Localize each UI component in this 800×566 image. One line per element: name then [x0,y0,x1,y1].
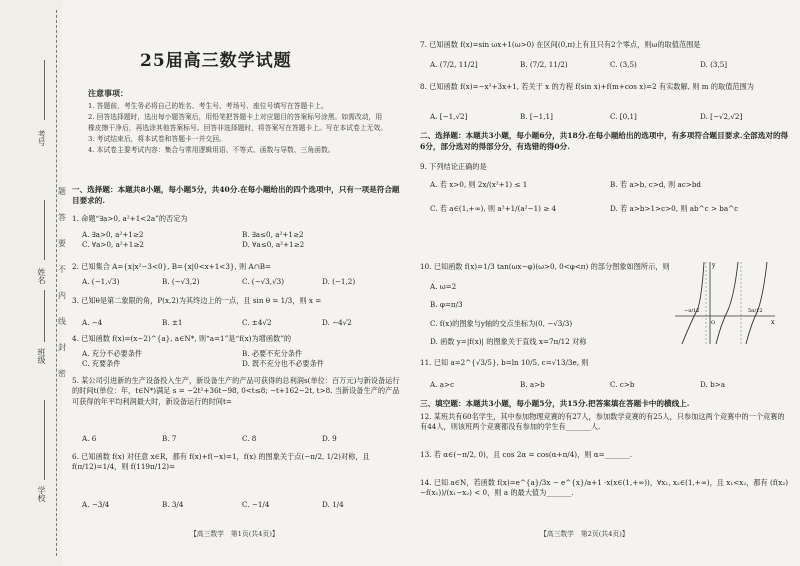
tick-label: 5π/12 [748,308,763,314]
option: C. 充要条件 [82,359,121,369]
option: A. (−1,√3) [82,277,120,286]
section-2-heading: 二、选择题：本题共3小题，每小题6分，共18分.在每小题给出的选项中，有多项符合题目要求.全部选对的得6分，部分选对的得部分分，有选错的得0分. [420,131,789,151]
option: B. 必要不充分条件 [242,349,303,358]
note-item: 3. 考试结束后，将本试卷和答题卡一并交回。 [88,134,226,143]
question-10: 10. 已知函数 f(x)=1/3 tan(ωx−φ)(ω>0, 0<φ<π) 的部分图象如图所示，则 [420,262,670,271]
seal-line [56,10,57,556]
question-5: 5. 某公司引进新的生产设备投入生产，新设备生产的产品可获得的总利润s(单位：百万元)与新设备运行的时间t(单位：年，t∈N*)满足 s = −2t²+36t−98, 0<t≤8; −t+162−2t, t>8. 当新设备生产的产品可获得的年平均利润最大时，新设备运行的时间t= [72,376,400,406]
school-field[interactable] [44,400,45,480]
option: A. ω=2 [430,282,457,291]
option: B. a>b [520,380,545,389]
seal-char: 答 [58,213,66,222]
note-item: 2. 回答选择题时，选出每小题答案后，用铅笔把答题卡上对应题目的答案标号涂黑。如需改动，用橡皮擦干净后，再选涂其他答案标号。回答非选择题时，将答案写在答题卡上。写在本试卷上无效。 [88,112,388,132]
question-11: 11. 已知 a=2^{√3/5}, b=ln 10/5, c=√13/3e, 则 [420,358,589,367]
option: B. (7/2, 11/2) [520,60,568,69]
q5-options [82,434,402,444]
q11-options [430,380,790,390]
y-label: y [712,262,716,269]
option: A. 若 x>0, 则 2x/(x²+1) ≤ 1 [430,180,528,189]
q6-options [82,500,402,510]
note-item: 1. 答题前，考生务必将自己的姓名、考生号、考场号、座位号填写在答题卡上。 [88,102,328,110]
option: C. [0,1] [610,112,637,121]
option: A. ∃a>0, a²+1≥2 [82,230,144,239]
binding-margin [0,0,62,566]
option: C. f(x)的图象与y轴的交点坐标为(0, −√3/3) [430,318,573,328]
option: D. b>a [700,380,725,389]
option: A. 6 [82,434,97,443]
option: A. −4 [82,318,103,327]
option: B. ∃a≤0, a²+1≥2 [242,230,304,239]
option: B. φ=π/3 [430,300,463,310]
option: A. 充分不必要条件 [82,349,143,358]
notes-list [88,101,388,155]
option: C. (−√3,√3) [242,277,285,286]
curve-branch [716,262,738,344]
origin-label: O [711,320,716,326]
option: B. ±1 [162,318,183,327]
option: D. 函数 y=|f(x)| 的图象关于直线 x=7π/12 对称 [430,337,587,347]
exam-number-label: 考号 [37,130,46,146]
seal-char: 密 [58,369,66,378]
question-8: 8. 已知函数 f(x)=−x³+3x+1, 若关于 x 的方程 f(sin x)+f(m+cos x)=2 有实数解, 则 m 的取值范围为 [420,82,754,91]
option: C. −1/4 [242,500,270,509]
q1-options [82,230,402,251]
q9-options [430,180,790,215]
question-3: 3. 已知θ是第二象限的角，P(x,2)为其终边上的一点，且 sin θ = 1/3，则 x = [72,296,322,305]
seal-char: 封 [58,343,66,352]
question-7: 7. 已知函数 f(x)=sin ωx+1(ω>0) 在区间(0,π)上有且只有2个零点，则ω的取值范围是 [420,40,701,49]
q8-options [430,112,790,122]
class-field[interactable] [44,290,45,342]
question-9: 9. 下列结论正确的是 [420,162,487,171]
question-2: 2. 已知集合 A={x|x²−3<0}, B={x|0<x+1<3}, 则 A∩B= [72,262,272,271]
exam-number-field[interactable] [44,60,45,120]
page-footer-left: 【高三数学 第1页(共4页)】 [190,530,279,538]
option: D. 既不充分也不必要条件 [242,359,324,369]
option: D. −4√2 [322,318,352,327]
seal-char: 内 [58,291,66,300]
option: A. [−1,√2] [430,112,468,121]
option: B. 3/4 [162,500,184,509]
option: D. 若 a>b>1>c>0, 则 ab^c > ba^c [610,204,739,214]
question-12: 12. 某班共有60名学生，其中参加物理竞赛的有27人，参加数学竞赛的有25人，只参加这两个竞赛中的一个竞赛的有44人，则该班两个竞赛都没有参加的学生有_______人. [420,412,785,432]
seal-char: 不 [58,265,66,274]
q4-options [82,349,402,370]
option: D. 1/4 [322,500,344,509]
seal-char: 要 [58,239,66,248]
q10-options [430,282,670,348]
page-title: 25届高三数学试题 [140,51,292,71]
class-label: 班级 [37,348,46,364]
option: D. 9 [322,434,337,443]
option: C. 若 a∈(1,+∞), 则 a²+1/(a²−1) ≥ 4 [430,204,557,214]
section-1-heading: 一、选择题：本题共8小题，每小题5分，共40分.在每小题给出的四个选项中，只有一项是符合题目要求的. [72,185,400,205]
option: D. (3,5] [700,60,728,69]
curve-branch [746,262,767,344]
question-1: 1. 命题“∃a>0, a²+1<2a”的否定为 [72,214,188,223]
question-4: 4. 已知函数 f(x)=(x−2)^{a}, a∈N*, 则“a=1”是“f(x)为增函数”的 [72,334,292,343]
option: A. −3/4 [82,500,110,509]
option: D. [−√2,√2] [700,112,743,121]
question-6: 6. 已知函数 f(x) 对任意 x∈R，都有 f(x)+f(−x)=1，f(x) 的图象关于点(−π/2, 1/2)对称，且 f(π/12)=1/4，则 f(119π/12)= [72,452,370,472]
option: B. [−1,1] [520,112,553,121]
note-item: 4. 本试卷主要考试内容：集合与常用逻辑用语、不等式、函数与导数、三角函数。 [88,145,335,154]
question-14: 14. 已知 a∈N，若函数 f(x)=e^{a}/3x − e^{x}/a+1 ·x(x∈(1,+∞))，∀x₁, x₂∈(1,+∞)，且 x₁<x₂，都有 (f(x₂)−f(x₁))/(x₁−x₂) < 0，则 a 的最大值为_______. [420,478,789,498]
option: C. 8 [242,434,257,443]
school-label: 学校 [37,486,46,502]
option: D. (−1,2) [322,277,356,286]
tick-label: −π/12 [684,308,700,314]
option: B. 若 a>b, c>d, 则 ac>bd [610,180,702,189]
q2-options [82,277,402,287]
page-footer-right: 【高三数学 第2页(共4页)】 [540,530,629,538]
option: C. ±4√2 [242,318,272,327]
option: B. (−√3,2) [162,277,200,286]
name-label: 姓名 [37,268,46,284]
tangent-graph [670,258,780,348]
seal-char: 题 [58,187,66,196]
question-13: 13. 若 α∈(−π/2, 0)，且 cos 2α = cos(α+π/4)，则 α=_______. [420,450,633,459]
notes-heading: 注意事项： [88,88,128,98]
option: C. ∀a>0, a²+1≥2 [82,240,144,250]
option: A. a>c [430,380,455,389]
option: C. c>b [610,380,635,389]
seal-char: 线 [58,317,66,326]
q3-options [82,318,402,328]
option: C. (3,5) [610,60,637,69]
q7-options [430,60,790,70]
curve-branch [682,262,704,344]
option: A. (7/2, 11/2] [430,60,478,69]
x-label: x [771,319,775,326]
option: D. ∀a≤0, a²+1≥2 [242,240,305,250]
section-3-heading: 三、填空题：本题共3小题，每小题5分，共15分.把答案填在答题卡中的横线上. [420,399,690,408]
option: B. 7 [162,434,177,443]
name-field[interactable] [44,200,45,260]
